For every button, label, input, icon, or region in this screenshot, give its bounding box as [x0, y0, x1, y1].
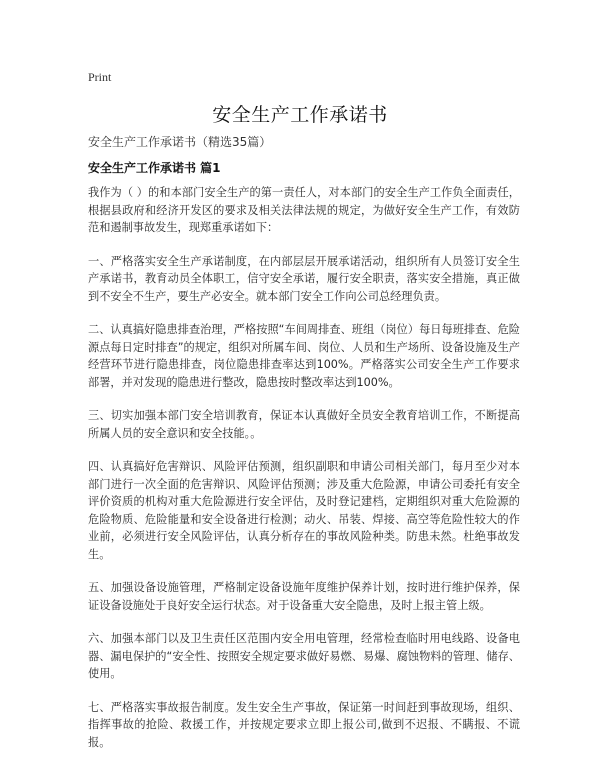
paragraph-item-7: 七、严格落实事故报告制度。发生安全生产事故，保证第一时间赶到事故现场，组织、指挥事故的抢险、救援工作，并按规定要求立即上报公司,做到不迟报、不瞒报、不谎报。 — [88, 700, 520, 749]
paragraph-item-2: 二、认真搞好隐患排查治理，严格按照“车间周排查、班组（岗位）每日每班排查、危险源点每日定时排查”的规定，组织对所属车间、岗位、人员和生产场所、设备设施及生产经营环节进行隐患排查，岗位隐患排查率达到100%。严格落实公司安全生产工作要求部署，并对发现的隐患进行整改，隐患按时整改率达到100%。 — [88, 323, 520, 389]
document-body — [88, 184, 520, 767]
paragraph-item-1: 一、严格落实安全生产承诺制度，在内部层层开展承诺活动，组织所有人员签订安全生产承诺书，教育动员全体职工，信守安全承诺，履行安全职责，落实安全措施，真正做到不安全不生产，要生产必安全。就本部门安全工作向公司总经理负责。 — [88, 254, 520, 303]
paragraph-item-5: 五、加强设备设施管理，严格制定设备设施年度维护保养计划，按时进行维护保养，保证设备设施处于良好安全运行状态。对于设备重大安全隐患，及时上报主管上级。 — [88, 581, 520, 612]
paragraph-item-6: 六、加强本部门以及卫生责任区范围内安全用电管理，经常检查临时用电线路、设备电器、漏电保护的“安全性、按照安全规定要求做好易燃、易爆、腐蚀物料的管理、储存、使用。 — [88, 632, 520, 680]
document-subtitle: 安全生产工作承诺书（精选35篇） — [88, 135, 272, 149]
print-link[interactable]: Print — [88, 70, 112, 84]
paragraph-intro: 我作为（ ）的和本部门安全生产的第一责任人，对本部门的安全生产工作负全面责任，根据县政府和经济开发区的要求及相关法律法规的规定，为做好安全生产工作，有效防范和遏制事故发生，现郑重承诺如下： — [88, 186, 520, 234]
paragraph-item-3: 三、切实加强本部门安全培训教育，保证本认真做好全员安全教育培训工作，不断提高所属人员的安全意识和安全技能。。 — [88, 409, 520, 440]
paragraph-item-4: 四、认真搞好危害辩识、风险评估预测，组织副职和申请公司相关部门，每月至少对本部门进行一次全面的危害辩识、风险评估预测；涉及重大危险源，申请公司委托有安全评价资质的机构对重大危险源进行安全评估，及时登记建档，定期组织对重大危险源的危险物质、危险能量和安全设备进行检测；动火、吊装、焊接、高空等危险性较大的作业前，必须进行安全风险评估，认真分析存在的事故风险种类。防患未然。杜绝事故发生。 — [88, 460, 520, 561]
section-heading: 安全生产工作承诺书 篇1 — [88, 161, 221, 175]
page-title: 安全生产工作承诺书 — [212, 104, 388, 126]
